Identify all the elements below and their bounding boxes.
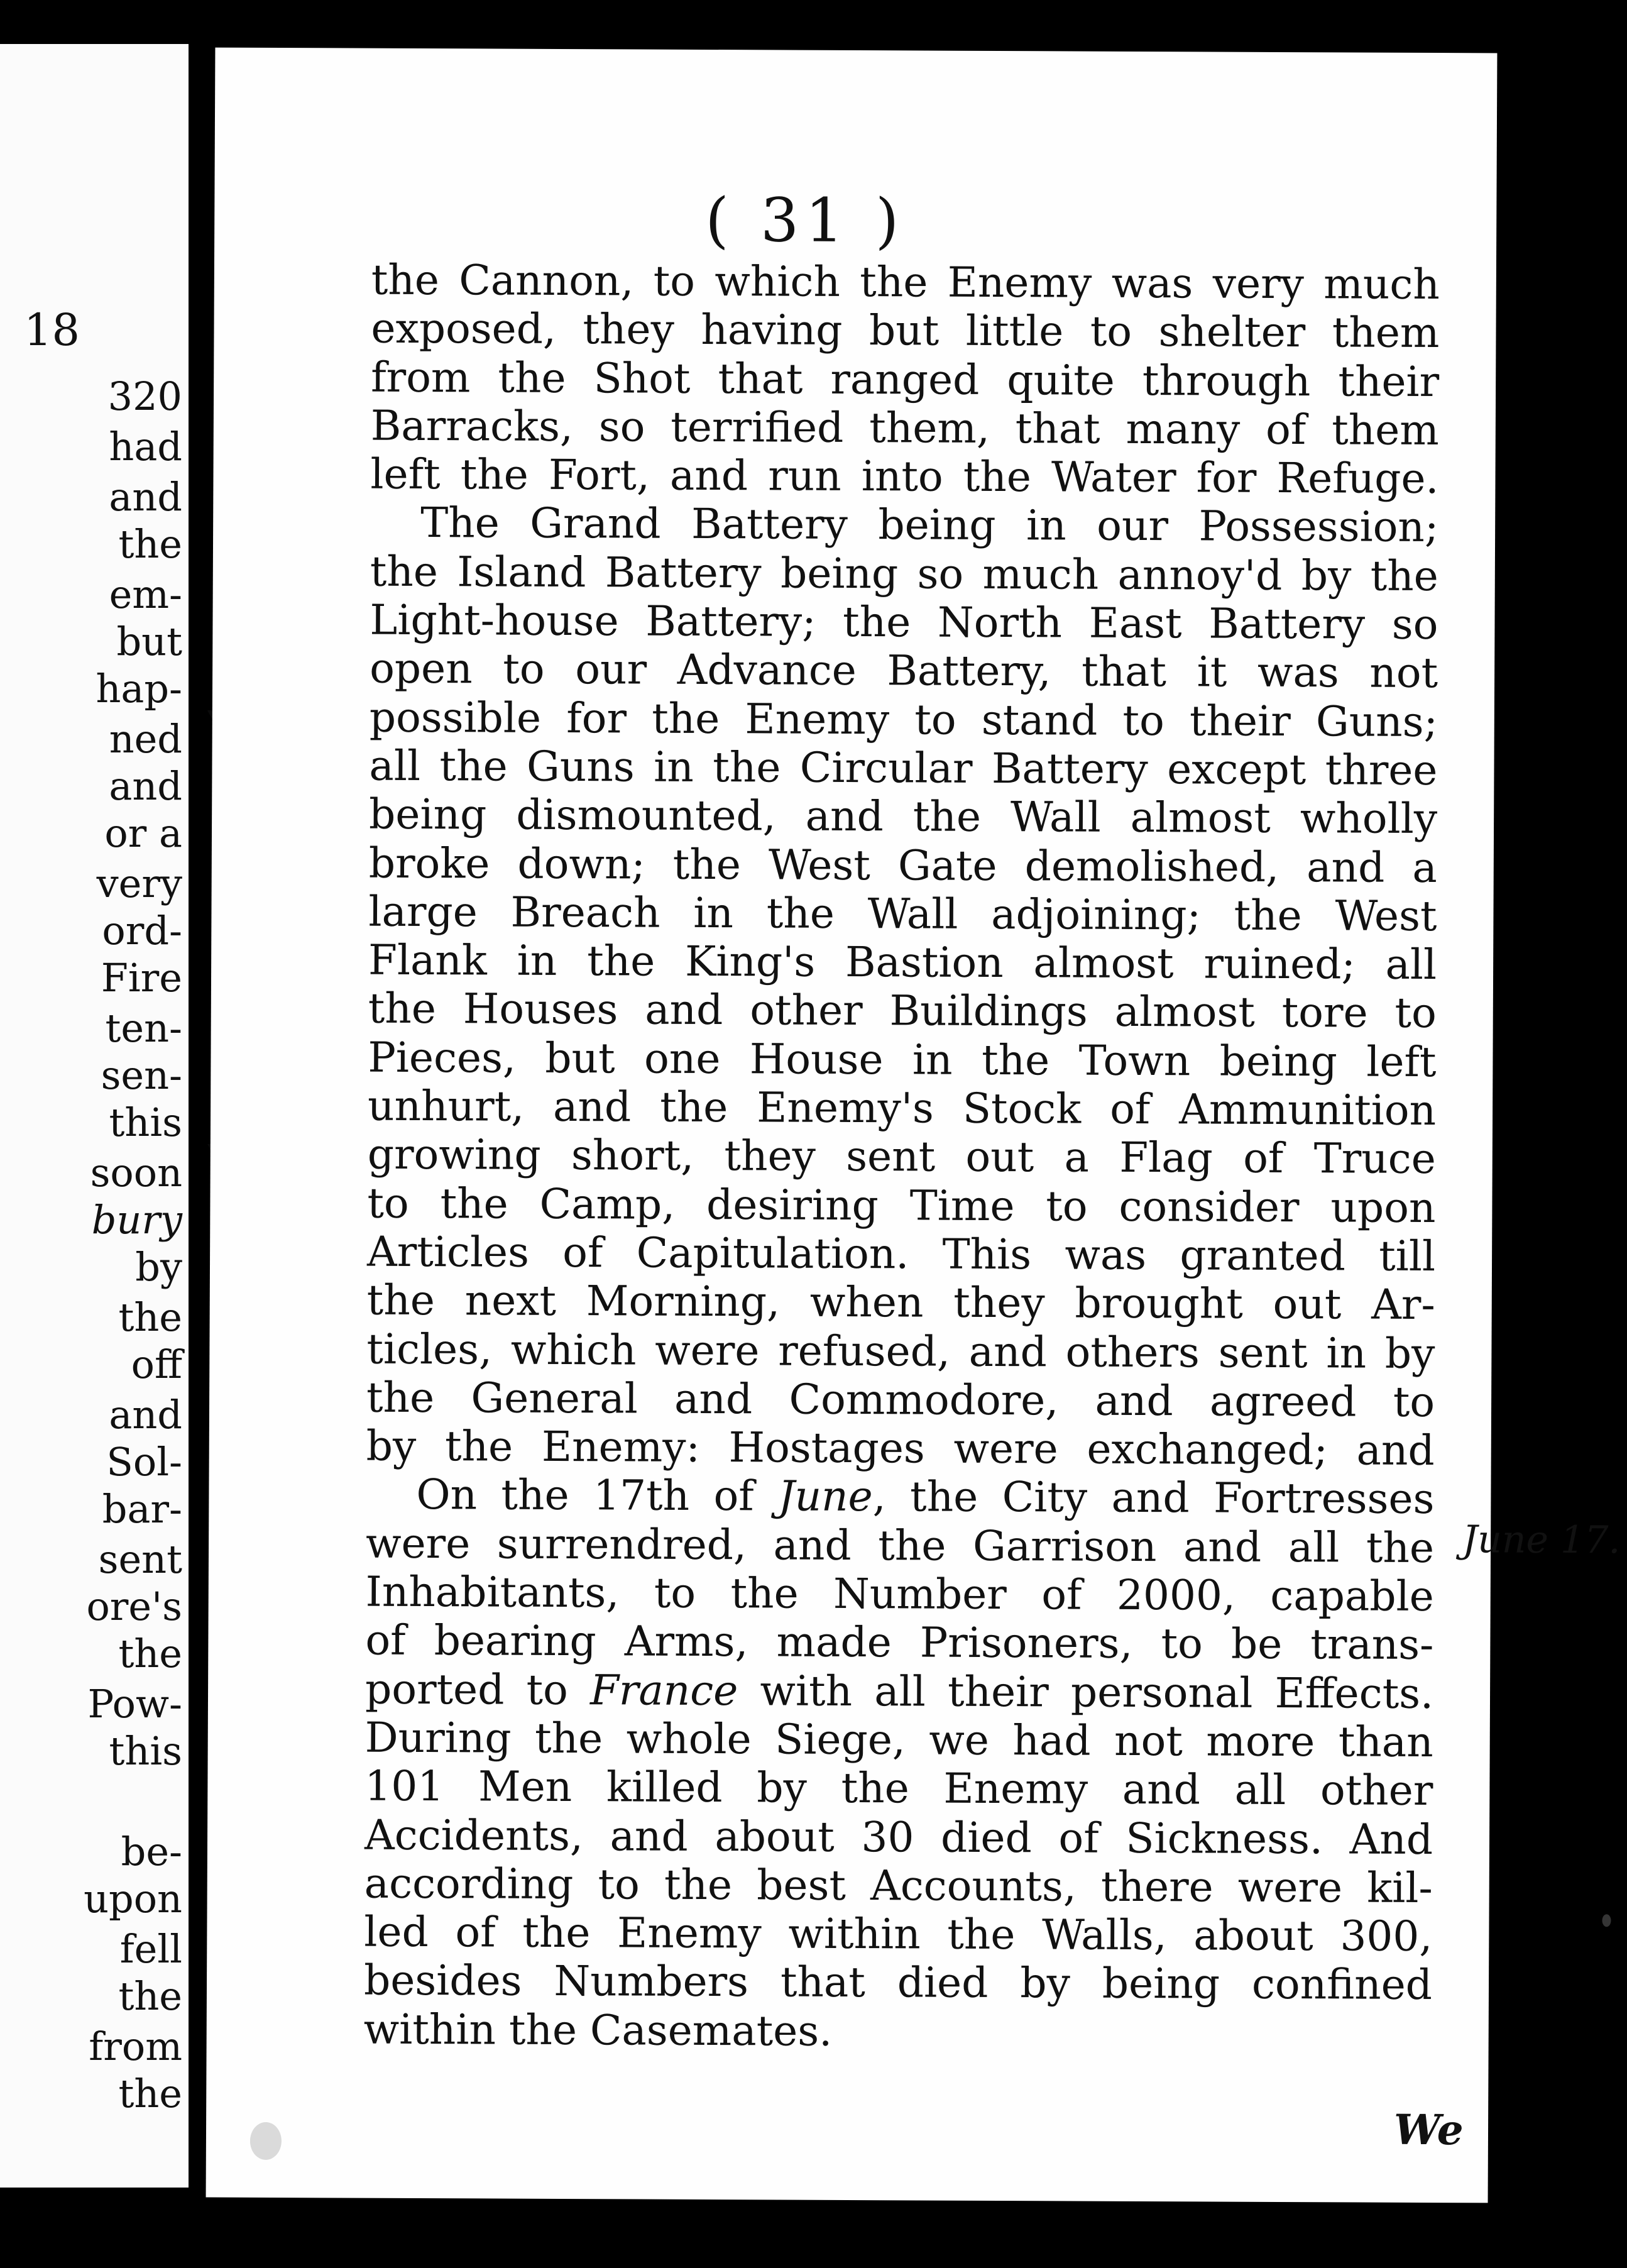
left-page-line: 320 xyxy=(107,373,182,419)
text-line: exposed, they having but little to shelter them xyxy=(371,304,1440,358)
text-line: led of the Enemy within the Walls, about 300, xyxy=(364,1907,1433,1961)
text-line: unhurt, and the Enemy's Stock of Ammunition xyxy=(367,1081,1437,1135)
left-page-line: Pow- xyxy=(87,1681,182,1727)
catchword: We xyxy=(1393,2105,1464,2155)
text-line: Light-house Battery; the North East Battery so xyxy=(370,595,1438,649)
text-line: within the Casemates. xyxy=(363,2005,833,2056)
left-page-line: em- xyxy=(109,571,182,617)
text-line: the General and Commodore, and agreed to xyxy=(366,1373,1435,1426)
left-page-line: ord- xyxy=(102,908,182,954)
text-line: from the Shot that ranged quite through their xyxy=(371,353,1440,406)
left-page-line: and xyxy=(109,763,182,809)
left-page-line: the xyxy=(118,2071,182,2117)
left-page-line: fell xyxy=(119,1926,182,1972)
text-line: Articles of Capitulation. This was granted till xyxy=(366,1227,1436,1280)
text-line: On the 17th of June, the City and Fortresses xyxy=(416,1470,1435,1524)
left-page-line: upon xyxy=(84,1876,182,1922)
left-page-line: by xyxy=(135,1244,182,1290)
text-line: possible for the Enemy to stand to their Guns; xyxy=(369,693,1438,746)
left-page-line: from xyxy=(89,2023,182,2069)
left-page-line: very xyxy=(96,861,182,906)
text-line: the next Morning, when they brought out Ar- xyxy=(366,1275,1435,1329)
text-line: ported to France with all their personal Effects. xyxy=(364,1665,1434,1718)
text-line: large Breach in the Wall adjoining; the West xyxy=(368,887,1437,940)
text-line: ticles, which were refused, and others sent in by xyxy=(366,1324,1435,1378)
text-line: besides Numbers that died by being confined xyxy=(363,1956,1433,2010)
left-page-line: bury xyxy=(91,1197,182,1243)
text-line: Accidents, and about 30 died of Sickness. And xyxy=(364,1810,1433,1864)
margin-note: June 17. xyxy=(1462,1517,1621,1563)
text-line: open to our Advance Battery, that it was not xyxy=(369,644,1438,698)
text-line: of bearing Arms, made Prisoners, to be trans- xyxy=(365,1616,1434,1670)
left-page-line: or a xyxy=(104,810,182,856)
left-page-line: soon xyxy=(90,1150,182,1196)
left-page-line: ore's xyxy=(86,1583,182,1629)
text-line: Barracks, so terrified them, that many of them xyxy=(370,401,1440,454)
main-page xyxy=(206,48,1621,2203)
left-page-line: and xyxy=(109,1392,182,1438)
text-line: the Island Battery being so much annoy'd by the xyxy=(370,547,1438,600)
text-line: Inhabitants, to the Number of 2000, capable xyxy=(365,1567,1434,1621)
left-facing-page xyxy=(0,44,189,2188)
text-line: 101 Men killed by the Enemy and all other xyxy=(364,1761,1433,1815)
text-line: according to the best Accounts, there were kil- xyxy=(364,1859,1433,1912)
left-page-line: this xyxy=(109,1728,182,1774)
text-line: by the Enemy: Hostages were exchanged; and xyxy=(366,1421,1435,1475)
left-page-line: off xyxy=(131,1341,182,1387)
text-line: left the Fort, and run into the Water for Refuge. xyxy=(370,449,1439,504)
text-line: broke down; the West Gate demolished, and a xyxy=(368,839,1437,892)
text-line: all the Guns in the Circular Battery except three xyxy=(369,741,1438,795)
text-line: the Cannon, to which the Enemy was very much xyxy=(371,255,1440,309)
paper-stain xyxy=(250,2122,282,2160)
page-number: ( 31 ) xyxy=(704,184,906,256)
text-line: The Grand Battery being in our Possession; xyxy=(420,498,1439,552)
left-page-line: and xyxy=(109,474,182,520)
left-page-line: but xyxy=(116,619,182,664)
body-text xyxy=(364,256,1440,2058)
left-page-line: the xyxy=(118,1294,182,1340)
left-page-number: 18 xyxy=(24,304,80,356)
left-page-line: sen- xyxy=(101,1052,182,1098)
text-line: the Houses and other Buildings almost tore to xyxy=(368,984,1437,1038)
text-line: to the Camp, desiring Time to consider upon xyxy=(367,1179,1436,1232)
left-page-line: ten- xyxy=(105,1005,182,1051)
left-page-line: hap- xyxy=(96,666,182,712)
left-page-line: bar- xyxy=(102,1486,182,1532)
text-line: being dismounted, and the Wall almost wholly xyxy=(368,790,1438,844)
left-page-line: sent xyxy=(98,1536,182,1582)
left-page-line: the xyxy=(118,1631,182,1676)
text-line: were surrendred, and the Garrison and all the xyxy=(365,1519,1435,1572)
left-page-line: the xyxy=(118,1973,182,2019)
left-page-line: Sol- xyxy=(106,1439,182,1485)
left-page-line: had xyxy=(109,424,182,470)
left-page-line: this xyxy=(109,1099,182,1145)
left-page-line: ned xyxy=(109,716,182,762)
text-line: growing short, they sent out a Flag of Truce xyxy=(367,1130,1436,1184)
left-page-line: Fire xyxy=(101,955,182,1001)
text-line: Flank in the King's Bastion almost ruined; all xyxy=(368,935,1437,989)
ink-speck xyxy=(1602,1914,1611,1927)
text-line: Pieces, but one House in the Town being left xyxy=(368,1033,1437,1086)
left-page-line: the xyxy=(118,521,182,567)
text-line: During the whole Siege, we had not more than xyxy=(364,1713,1433,1766)
left-page-line: be- xyxy=(121,1829,182,1874)
